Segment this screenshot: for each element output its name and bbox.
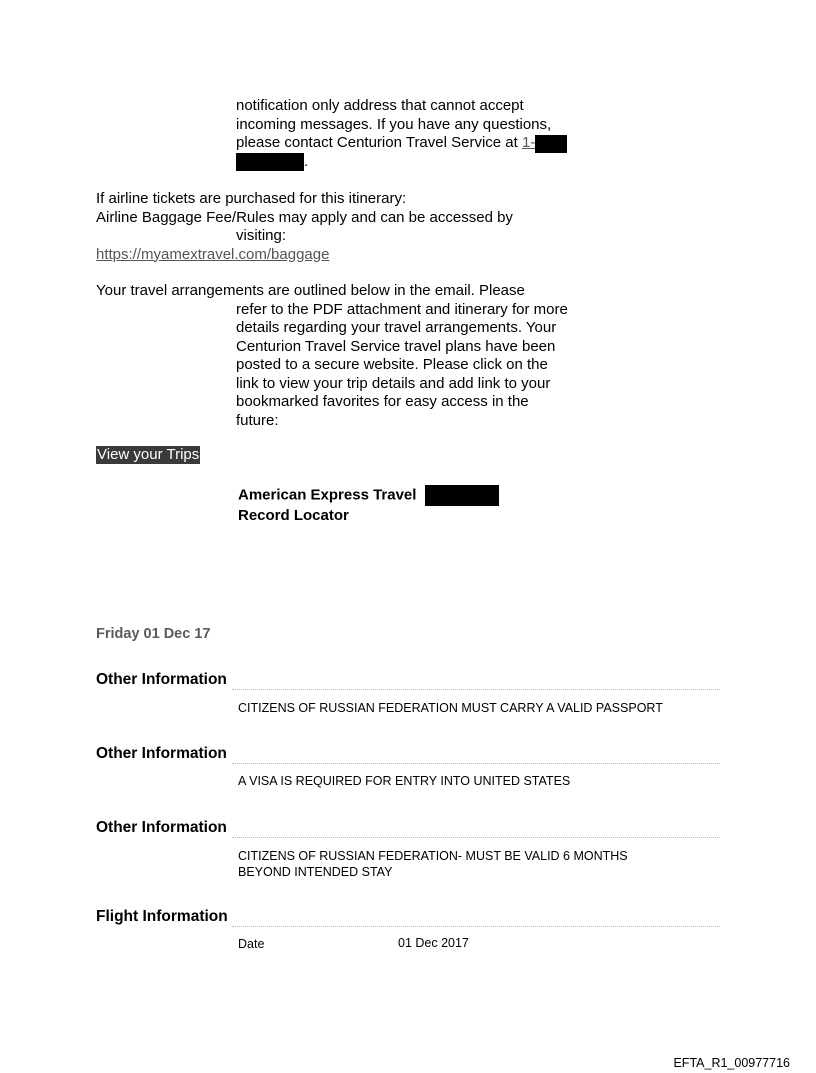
- redaction-block: [236, 153, 304, 171]
- record-locator: [238, 485, 499, 525]
- section-divider: [232, 763, 720, 764]
- view-trips-button[interactable]: View your Trips: [97, 446, 200, 463]
- flight-date-label: Date: [238, 937, 265, 951]
- notice-line: incoming messages. If you have any questions,: [236, 115, 552, 133]
- baggage-link[interactable]: https://myamextravel.com/baggage: [96, 245, 330, 263]
- arrangements-line: refer to the PDF attachment and itinerary for more: [236, 300, 568, 318]
- notice-line: [236, 153, 616, 172]
- flight-section-title: Flight Information: [96, 908, 228, 925]
- section-text-line: A VISA IS REQUIRED FOR ENTRY INTO UNITED STATES: [238, 774, 571, 788]
- arrangements-line: posted to a secure website. Please click on the: [236, 356, 548, 373]
- baggage-paragraph: [96, 190, 616, 264]
- itinerary-date-heading: Friday 01 Dec 17: [96, 626, 211, 642]
- notice-contact-text: please contact Centurion Travel Service at: [236, 134, 522, 151]
- baggage-line: visiting:: [236, 227, 287, 244]
- notice-line: notification only address that cannot accept: [236, 97, 524, 114]
- section-text-line: CITIZENS OF RUSSIAN FEDERATION MUST CARRY A VALID PASSPORT: [238, 701, 663, 715]
- document-id: EFTA_R1_00977716: [673, 1056, 790, 1070]
- view-trips-container: [96, 446, 200, 464]
- arrangements-line: future:: [236, 411, 279, 429]
- notice-line: [236, 134, 616, 153]
- section-text: [238, 701, 663, 717]
- arrangements-line: Centurion Travel Service travel plans have been: [236, 337, 556, 355]
- section-title: Other Information: [96, 819, 227, 836]
- redaction-block: [425, 485, 499, 506]
- section-divider: [232, 689, 720, 690]
- arrangements-line: details regarding your travel arrangements. Your: [236, 319, 557, 336]
- section-text: [238, 849, 628, 880]
- section-text-line: BEYOND INTENDED STAY: [238, 864, 393, 879]
- section-text: [238, 774, 570, 790]
- record-locator-label: American Express Travel: [238, 486, 417, 504]
- section-divider: [232, 926, 720, 927]
- section-title: Other Information: [96, 745, 227, 762]
- baggage-line: If airline tickets are purchased for this itinerary:: [96, 190, 407, 207]
- baggage-link-line: [96, 246, 616, 265]
- notice-paragraph: [236, 97, 616, 171]
- flight-date-value: 01 Dec 2017: [398, 936, 469, 950]
- section-title: Other Information: [96, 671, 227, 688]
- phone-link[interactable]: 1-: [521, 134, 536, 151]
- record-locator-line: [238, 485, 499, 506]
- arrangements-line: bookmarked favorites for easy access in the: [236, 393, 529, 410]
- record-locator-line: Record Locator: [238, 507, 349, 524]
- arrangements-paragraph: [96, 282, 636, 430]
- baggage-line: Airline Baggage Fee/Rules may apply and can be accessed by: [96, 208, 513, 226]
- arrangements-line: Your travel arrangements are outlined below in the email. Please: [96, 282, 525, 299]
- arrangements-body: [96, 301, 636, 431]
- section-divider: [232, 837, 720, 838]
- arrangements-line: link to view your trip details and add link to your: [236, 374, 551, 392]
- redaction-block: [535, 135, 567, 153]
- notice-period: .: [304, 152, 309, 170]
- section-text-line: CITIZENS OF RUSSIAN FEDERATION- MUST BE VALID 6 MONTHS: [238, 849, 628, 863]
